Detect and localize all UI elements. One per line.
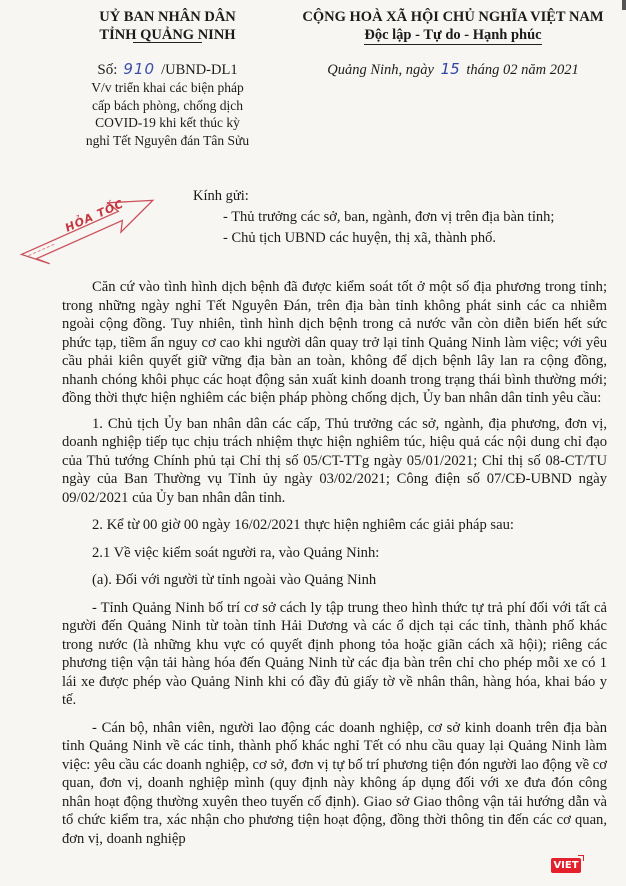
- subject-line: cấp bách phòng, chống dịch: [91, 97, 244, 113]
- number-suffix: /UBND-DL1: [161, 62, 238, 78]
- recipient-item: - Thủ trưởng các sở, ban, ngành, đơn vị trên địa bàn tỉnh;: [223, 209, 555, 225]
- subject-line: V/v triển khai các biện pháp: [91, 80, 244, 95]
- body-paragraph-bullet-2: - Cán bộ, nhân viên, người lao động các doanh nghiệp, cơ sở kinh doanh trên địa bàn tỉnh Quảng Ninh về các tỉnh, thành phố khác nghỉ Tết có nhu cầu quay lại Quảng Ninh làm việc: yêu cầu các doanh nghiệp, cơ sở, đơn vị tự bố trí phương tiện đón người lao động về cơ quan, đơn vị, doanh nghiệp mình (quy định này không áp dụng đối với xe đưa đón công nhân hoạt động thường xuyên theo tuyến cố định). Giao sở Giao thông vận tải hướng dẫn và tổ chức kiểm tra, xác nhận cho phương tiện hoạt động, đồng thời thông tin đến các cơ quan, đơn vị, doanh nghiệp: [62, 719, 607, 847]
- agency-underline: [133, 42, 201, 43]
- date-prefix: Quảng Ninh, ngày: [327, 62, 434, 78]
- national-motto: Độc lập - Tự do - Hạnh phúc: [364, 27, 542, 43]
- viet-watermark-logo: VIET: [551, 858, 581, 873]
- national-header: [280, 8, 626, 45]
- recipients-block: [193, 186, 554, 249]
- body-paragraph-bullet-1: - Tỉnh Quảng Ninh bố trí cơ sở cách ly tập trung theo hình thức tự trả phí đối với tất cả người đến Quảng Ninh từ toàn tỉnh Hải Dương và các ổ dịch tại các tỉnh, thành phố khác trong nước (là những khu vực có quyết định phong tỏa hoặc giãn cách xã hội); riêng các phương tiện vận tải hàng hóa đến Quảng Ninh từ các địa bàn trên chỉ cho phép mỗi xe có 1 lái xe được phép vào Quảng Ninh khi có đầy đủ giấy tờ về nhân thân, hàng hóa, khai báo y tế.: [62, 599, 607, 708]
- body-paragraph-item-1: 1. Chủ tịch Ủy ban nhân dân các cấp, Thủ trưởng các sở, ngành, địa phương, đơn vị, doanh nghiệp tiếp tục chịu trách nhiệm thực hiện nghiêm túc, hiệu quả các nội dung chỉ đạo của Thủ tướng Chính phủ tại Chỉ thị số 05/CT-TTg ngày 05/01/2021; Chỉ thị số 08-CT/TU ngày của Ban Thường vụ Tỉnh ủy ngày 03/02/2021; Công điện số 07/CĐ-UBND ngày 09/02/2021 của Ủy ban nhân dân tỉnh.: [62, 415, 607, 506]
- body-paragraph-item-a: (a). Đối với người từ tỉnh ngoài vào Quảng Ninh: [92, 572, 377, 588]
- recipient-item: - Chủ tịch UBND các huyện, thị xã, thành phố.: [223, 230, 497, 246]
- handwritten-day: 15: [440, 60, 460, 78]
- document-reference: [60, 60, 275, 149]
- urgent-stamp: [4, 168, 156, 280]
- nation-title: CỘNG HOÀ XÃ HỘI CHỦ NGHĨA VIỆT NAM: [302, 9, 604, 25]
- agency-line-1: UỶ BAN NHÂN DÂN: [99, 9, 236, 25]
- subject-line: COVID-19 khi kết thúc kỳ: [95, 115, 240, 130]
- number-label: Số:: [97, 62, 118, 78]
- body-paragraph-item-2-1: 2.1 Về việc kiểm soát người ra, vào Quảng Ninh:: [92, 544, 380, 561]
- issuing-agency-header: [60, 8, 275, 44]
- document-body: [62, 278, 607, 848]
- place-and-date: [280, 60, 626, 79]
- agency-line-2: [99, 26, 235, 44]
- date-suffix: tháng 02 năm 2021: [466, 62, 579, 78]
- document-subject: [60, 79, 275, 149]
- subject-line: nghỉ Tết Nguyên đán Tân Sửu: [85, 132, 250, 148]
- body-paragraph-preamble: Căn cứ vào tình hình dịch bệnh đã được kiểm soát tốt ở một số địa phương trong tỉnh; trong những ngày nghỉ Tết Nguyên Đán, trên địa bàn tỉnh không phát sinh các ca nhiễm ngoài cộng đồng. Tuy nhiên, tình hình dịch bệnh trong cả nước vẫn còn diễn biến hết sức phức tạp, tiềm ẩn nguy cơ cao khi người dân quay trở lại tỉnh Quảng Ninh làm việc; với yêu cầu phải kiên quyết giữ vững địa bàn an toàn, không để dịch bệnh lây lan ra cộng đồng, nhanh chóng khôi phục các hoạt động sản xuất kinh doanh trong trạng thái bình thường mới; đồng thời thực hiện nghiêm các biện pháp phòng chống dịch, Ủy ban nhân dân tỉnh yêu cầu:: [62, 279, 607, 406]
- stamp-text: HỎA TỐC: [63, 197, 126, 235]
- document-number: [60, 60, 275, 79]
- agency-province: TỈNH QUẢNG NINH: [99, 27, 236, 43]
- handwritten-number: 910: [123, 60, 156, 78]
- body-paragraph-item-2: 2. Kể từ 00 giờ 00 ngày 16/02/2021 thực hiện nghiêm các giải pháp sau:: [92, 517, 514, 533]
- recipients-label: Kính gửi:: [193, 188, 249, 204]
